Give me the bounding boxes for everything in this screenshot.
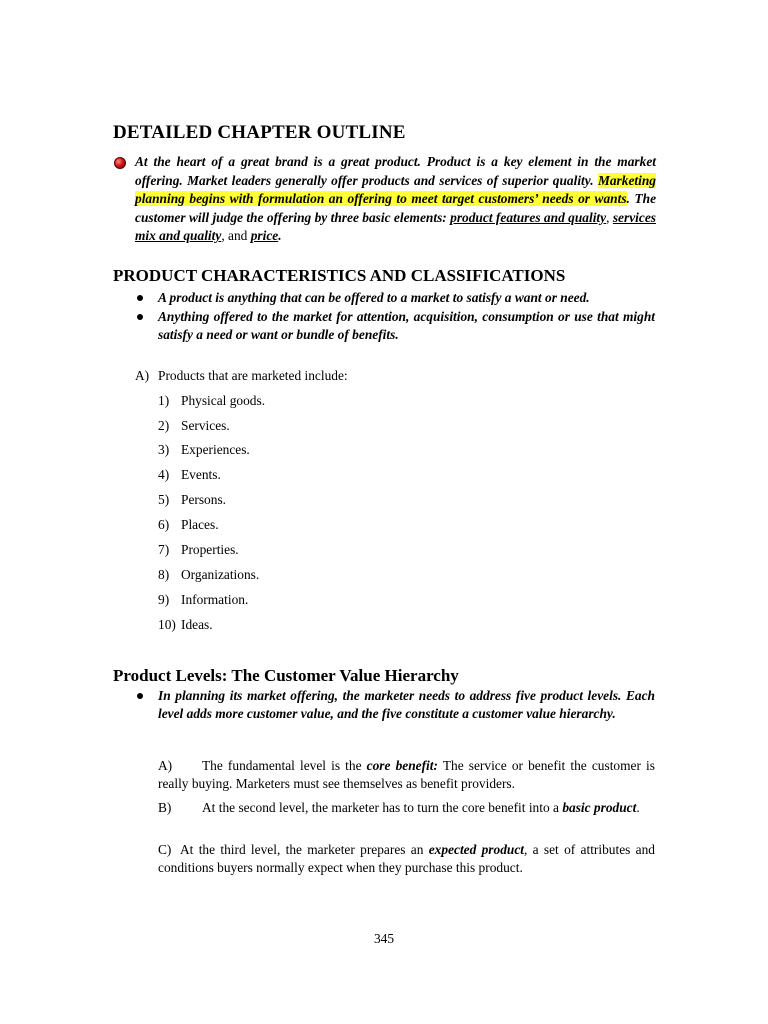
list-item: Services. <box>181 418 230 433</box>
section-1-bullet-2: Anything offered to the market for attention, acquisition, consumption or use that might satisfy a need or want or bundle of benefits. <box>158 309 655 342</box>
level-a-paragraph <box>158 757 655 793</box>
list-item: Information. <box>181 592 249 607</box>
list-item-number: 9) <box>158 592 170 607</box>
list-item-number: 1) <box>158 393 170 408</box>
list-item-number: 4) <box>158 467 170 482</box>
list-item-number: 6) <box>158 517 170 532</box>
intro-paragraph <box>135 153 656 246</box>
sub-a-text: Products that are marketed include: <box>158 368 348 383</box>
level-a-post: The service or benefit the customer is really buying. Marketers must see themselves as benefit providers. <box>158 758 655 791</box>
section-1-heading: PRODUCT CHARACTERISTICS AND CLASSIFICATIONS <box>113 266 566 285</box>
level-a-label: A) <box>158 758 173 773</box>
intro-highlighted-text: Marketing planning begins with formulation an offering to meet target customers’ needs or wants <box>135 172 656 206</box>
bullet-icon <box>137 295 143 301</box>
list-item: Properties. <box>181 542 239 557</box>
list-item: Places. <box>181 517 219 532</box>
list-item: Ideas. <box>181 617 213 632</box>
level-c-post: , a set of attributes and conditions buyers normally expect when they purchase this product. <box>158 842 655 875</box>
list-item-number: 10) <box>158 617 176 632</box>
list-item-number: 2) <box>158 418 170 433</box>
sub-a-label: A) <box>135 368 150 383</box>
list-item: Physical goods. <box>181 393 266 408</box>
section-2-bullet: In planning its market offering, the marketer needs to address five product levels. Each level adds more customer value, and the five constitute a customer value hierarchy. <box>158 688 655 721</box>
intro-sep-2: , and <box>221 228 251 243</box>
services-mix-link[interactable]: services mix and quality <box>135 209 656 243</box>
level-c-paragraph <box>158 841 655 877</box>
bullet-icon <box>137 314 143 320</box>
intro-sentence-2: . The customer will judge the offering by three basic elements: <box>135 191 657 225</box>
list-item-number: 7) <box>158 542 170 557</box>
level-b-paragraph <box>158 799 655 817</box>
price-link[interactable]: price <box>250 228 279 243</box>
list-item: Experiences. <box>181 442 250 457</box>
level-c-label: C) <box>158 842 172 857</box>
list-item: Organizations. <box>181 567 260 582</box>
list-item: Events. <box>181 467 221 482</box>
list-item: Persons. <box>181 492 227 507</box>
list-item-number: 3) <box>158 442 170 457</box>
level-c-term: expected product <box>428 842 525 857</box>
bullet-icon <box>137 693 143 699</box>
red-bullet-icon <box>114 157 126 169</box>
list-item-number: 5) <box>158 492 170 507</box>
level-b-term: basic product <box>562 800 637 815</box>
level-c-pre: At the third level, the marketer prepares an <box>180 842 429 857</box>
chapter-outline-heading: DETAILED CHAPTER OUTLINE <box>113 122 406 143</box>
intro-end: . <box>278 228 282 243</box>
section-2-heading: Product Levels: The Customer Value Hierarchy <box>113 666 459 685</box>
section-1-bullet-1: A product is anything that can be offered to a market to satisfy a want or need. <box>158 290 590 305</box>
level-b-pre: At the second level, the marketer has to turn the core benefit into a <box>202 800 563 815</box>
page-number: 345 <box>373 931 395 946</box>
intro-sentence-1: At the heart of a great brand is a great product. Product is a key element in the market offering. Market leaders generally offer products and services of superior quality. <box>135 154 656 188</box>
intro-sep-1: , <box>606 209 613 225</box>
level-b-label: B) <box>158 800 172 815</box>
level-b-post: . <box>636 800 640 815</box>
product-features-link[interactable]: product features and quality <box>450 209 607 225</box>
level-a-pre: The fundamental level is the <box>202 758 367 773</box>
list-item-number: 8) <box>158 567 170 582</box>
level-a-term: core benefit: <box>366 758 438 773</box>
